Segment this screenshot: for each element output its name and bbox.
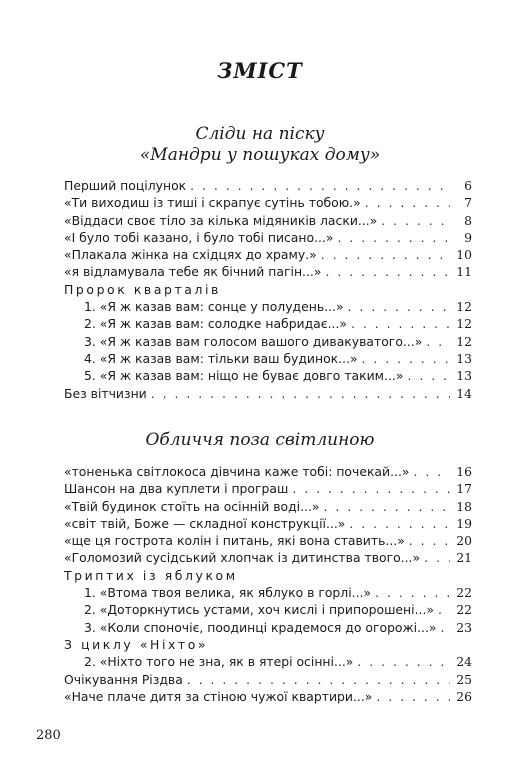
toc-entry: «Голомозий сусідський хлопчак із дитинства твого...» . . . 21 bbox=[64, 550, 472, 567]
toc-entry: «тоненька світлокоса дівчина каже тобі: почекай...» . . . 16 bbox=[64, 464, 472, 481]
toc-entry: Без вітчизни . . . 14 bbox=[64, 386, 472, 403]
toc-section-2 bbox=[64, 464, 472, 706]
toc-entry: 2. «Ніхто того не зна, як в ятері осінні...» . . . 24 bbox=[64, 654, 472, 671]
toc-entry: «І було тобі казано, і було тобі писано...» . . . 9 bbox=[64, 230, 472, 247]
toc-group-heading: Пророк кварталів bbox=[64, 281, 221, 297]
section-1-title: Сліди на піску bbox=[195, 124, 325, 144]
page-number: 280 bbox=[36, 728, 61, 743]
toc-group-heading: Триптих із яблуком bbox=[64, 567, 238, 583]
page-title: ЗМІСТ bbox=[217, 58, 303, 83]
toc-entry: «Твій будинок стоїть на осінній воді...» . . . 18 bbox=[64, 499, 472, 516]
toc-entry: «Наче плаче дитя за стіною чужої квартири...» . . . 26 bbox=[64, 689, 472, 706]
toc-entry: Очікування Різдва . . . 25 bbox=[64, 672, 472, 689]
toc-entry: «Ти виходиш із тиші і скрапує сутінь тобою.» . . . 7 bbox=[64, 195, 472, 212]
toc-section-1 bbox=[64, 178, 472, 403]
toc-entry: 5. «Я ж казав вам: ніщо не буває довго таким...» . . . 13 bbox=[64, 368, 472, 385]
section-1-subtitle: «Мандри у пошуках дому» bbox=[139, 145, 381, 165]
toc-entry: Перший поцілунок . . . 6 bbox=[64, 178, 472, 195]
toc-entry: 2. «Я ж казав вам: солодке набридає...» . . . 12 bbox=[64, 316, 472, 333]
toc-entry: 4. «Я ж казав вам: тільки ваш будинок...» . . . 13 bbox=[64, 351, 472, 368]
toc-entry: 3. «Коли споночіє, поодинці крадемося до огорожі...» . . . 23 bbox=[64, 620, 472, 637]
toc-entry: 1. «Втома твоя велика, як яблуко в горлі...» . . . 22 bbox=[64, 585, 472, 602]
toc-entry: 1. «Я ж казав вам: сонце у полудень...» . . . 12 bbox=[64, 299, 472, 316]
toc-entry: 2. «Доторкнутись устами, хоч кислі і припорошені...» . . . 22 bbox=[64, 602, 472, 619]
toc-group-heading: З циклу «Ніхто» bbox=[64, 636, 209, 652]
toc-entry: «світ твій, Боже — складної конструкції...» . . . 19 bbox=[64, 516, 472, 533]
toc-entry: «Віддаси своє тіло за кілька мідяників ласки...» . . . 8 bbox=[64, 213, 472, 230]
toc-entry: «я відламувала тебе як бічний пагін...» . . . 11 bbox=[64, 264, 472, 281]
toc-entry: «Плакала жінка на східцях до храму.» . . . 10 bbox=[64, 247, 472, 264]
section-2-title: Обличчя поза світлиною bbox=[145, 430, 375, 450]
toc-entry: «ще ця гострота колін і питань, які вона ставить...» . . . 20 bbox=[64, 533, 472, 550]
toc-entry: 3. «Я ж казав вам голосом вашого дивакуватого...» . . . 12 bbox=[64, 334, 472, 351]
toc-entry: Шансон на два куплети і програш . . . 17 bbox=[64, 481, 472, 498]
